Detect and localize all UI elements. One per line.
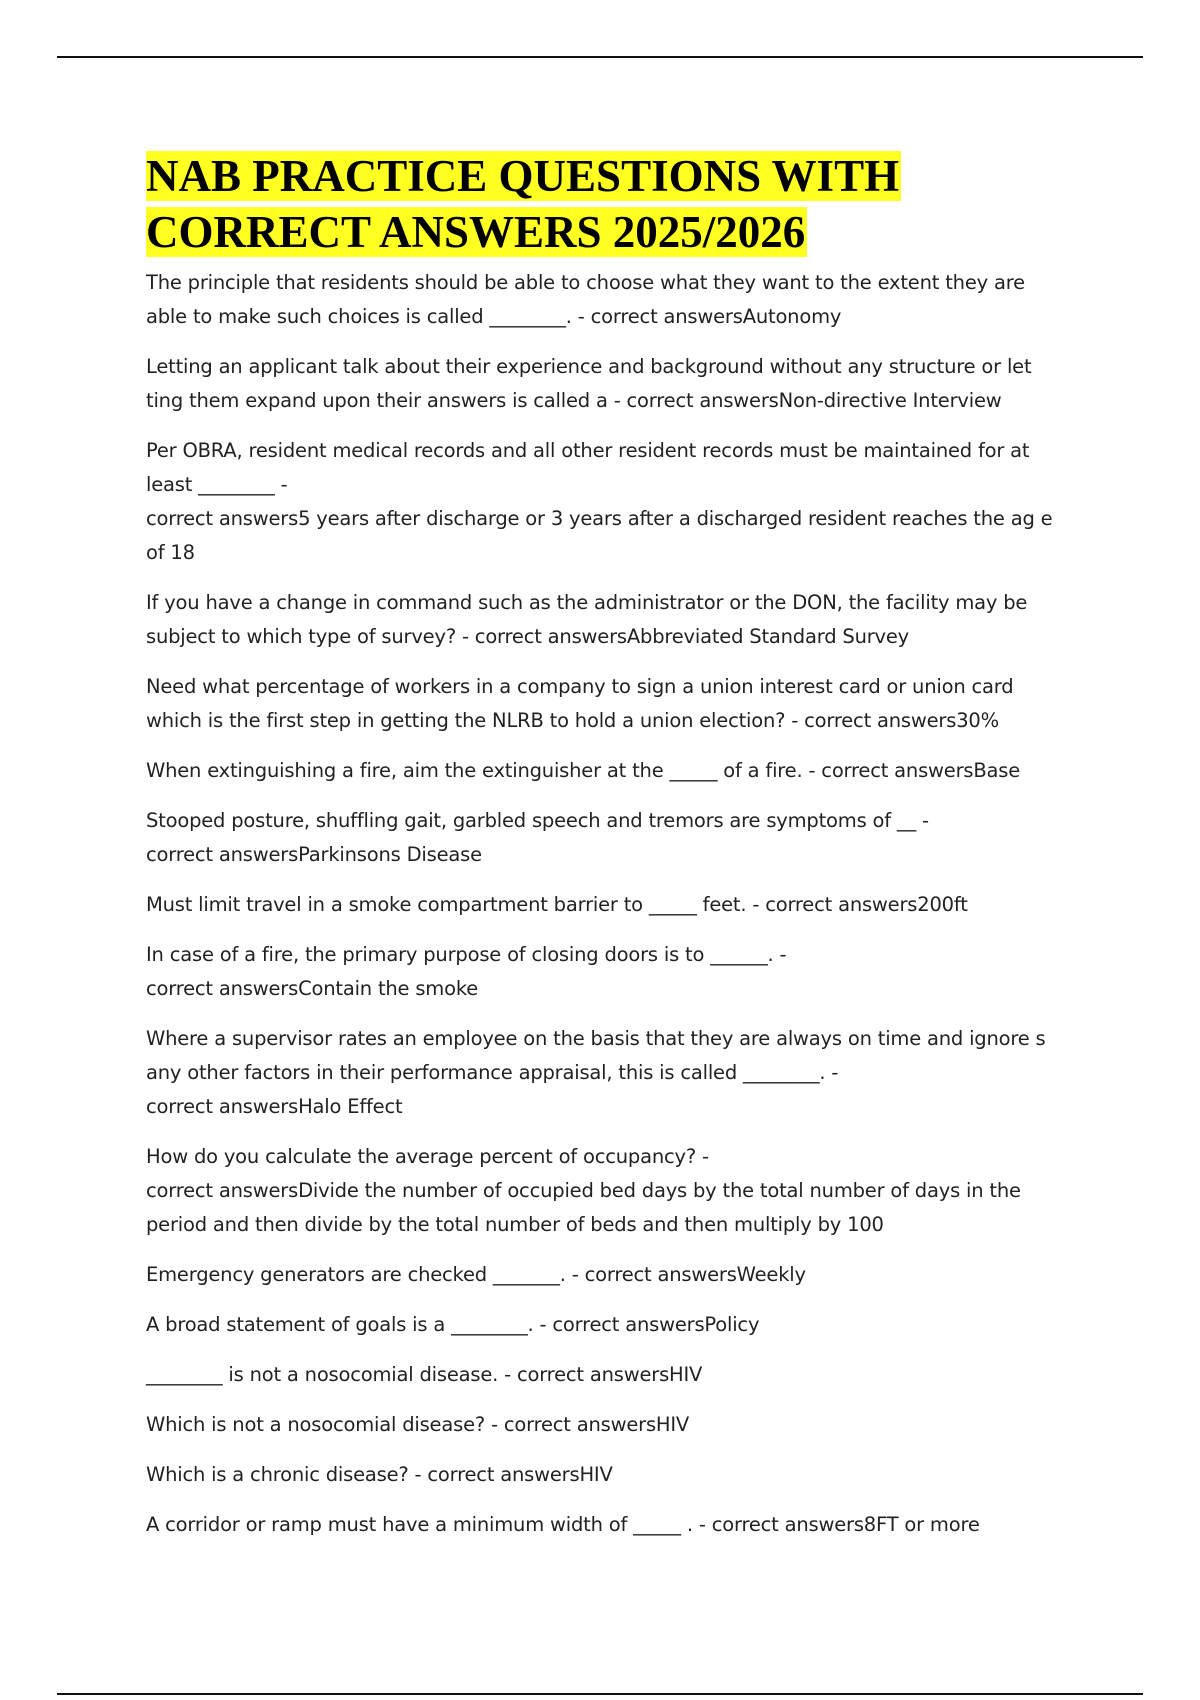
qa-item: Per OBRA, resident medical records and all other resident records must be maintained for at least ________ - correct answers5 years after discharge or 3 years after a discharged resident reaches the ag e of 18 bbox=[146, 439, 1053, 564]
qa-item: ________ is not a nosocomial disease. - correct answersHIV bbox=[146, 1363, 703, 1386]
qa-item: Stooped posture, shuffling gait, garbled speech and tremors are symptoms of __ - correct answersParkinsons Disease bbox=[146, 809, 929, 866]
qa-item: A broad statement of goals is a ________. - correct answersPolicy bbox=[146, 1313, 760, 1336]
title-highlight: NAB PRACTICE QUESTIONS WITH CORRECT ANSWERS 2025/2026 bbox=[146, 151, 900, 257]
document-title bbox=[146, 148, 1066, 260]
qa-item: How do you calculate the average percent of occupancy? - correct answersDivide the number of occupied bed days by the total number of days in the period and then divide by the total number of beds and then multiply by 100 bbox=[146, 1145, 1021, 1236]
qa-item: Letting an applicant talk about their experience and background without any structure or let ting them expand upon their answers is called a - correct answersNon-directive Interview bbox=[146, 355, 1032, 412]
qa-item: Emergency generators are checked _______. - correct answersWeekly bbox=[146, 1263, 806, 1286]
qa-item: Must limit travel in a smoke compartment barrier to _____ feet. - correct answers200ft bbox=[146, 893, 968, 916]
qa-item: In case of a fire, the primary purpose of closing doors is to ______. - correct answersContain the smoke bbox=[146, 943, 787, 1000]
header-rule bbox=[57, 56, 1143, 58]
qa-item: If you have a change in command such as the administrator or the DON, the facility may be subject to which type of survey? - correct answersAbbreviated Standard Survey bbox=[146, 591, 1028, 648]
qa-item: Where a supervisor rates an employee on the basis that they are always on time and ignore s any other factors in their performance appraisal, this is called ________. - correct answersHalo Effect bbox=[146, 1027, 1046, 1118]
qa-item: Which is a chronic disease? - correct answersHIV bbox=[146, 1463, 613, 1486]
footer-rule bbox=[57, 1693, 1143, 1695]
qa-item: Need what percentage of workers in a company to sign a union interest card or union card which is the first step in getting the NLRB to hold a union election? - correct answers30% bbox=[146, 675, 1014, 732]
qa-item: A corridor or ramp must have a minimum width of _____ . - correct answers8FT or more bbox=[146, 1513, 980, 1536]
qa-item: The principle that residents should be able to choose what they want to the extent they are able to make such choices is called ________. - correct answersAutonomy bbox=[146, 271, 1025, 328]
document-body bbox=[146, 148, 1066, 1558]
qa-item: Which is not a nosocomial disease? - correct answersHIV bbox=[146, 1413, 690, 1436]
qa-item: When extinguishing a fire, aim the extinguisher at the _____ of a fire. - correct answersBase bbox=[146, 759, 1021, 782]
